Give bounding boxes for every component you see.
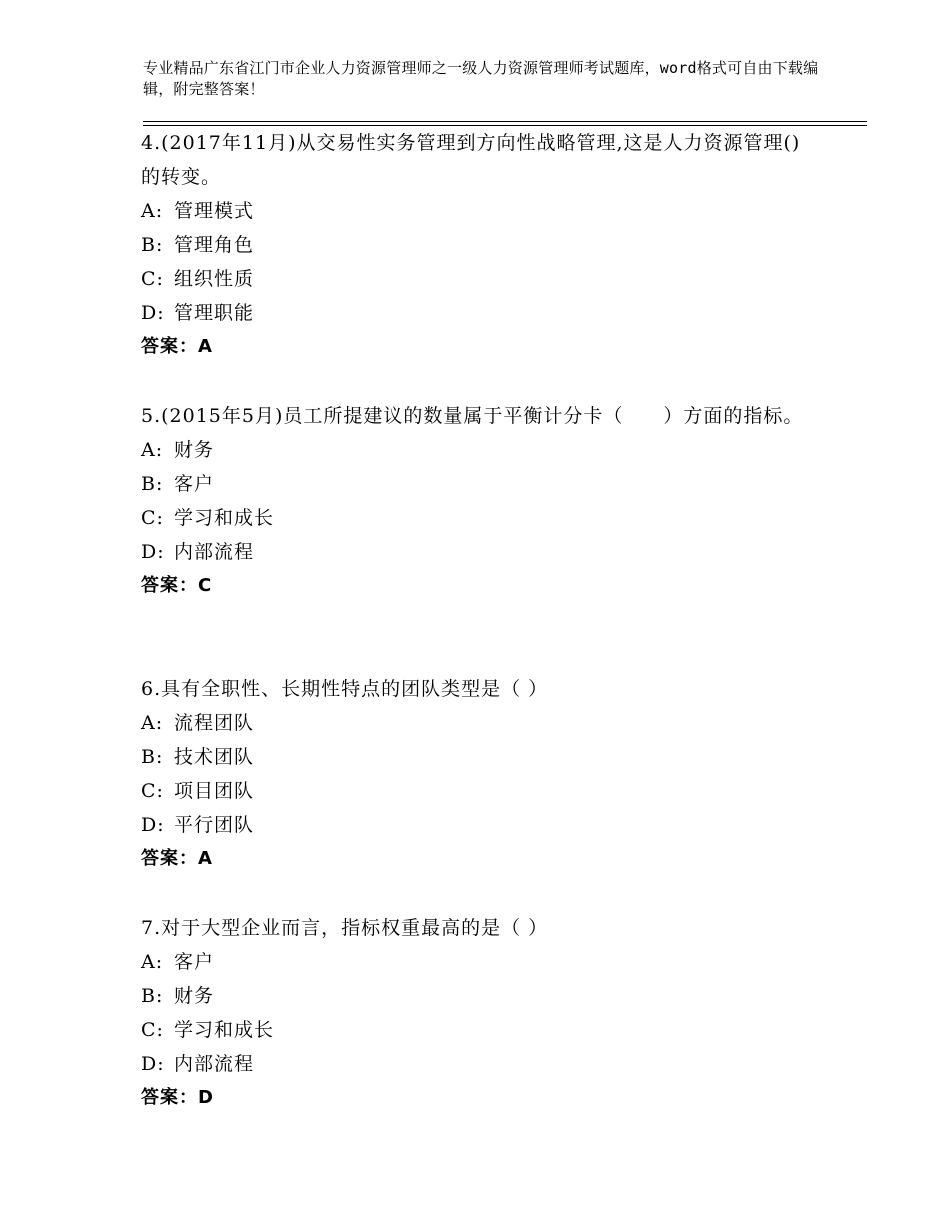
option-c (141, 501, 841, 535)
option-b (141, 228, 841, 262)
option-letter: A: (141, 200, 164, 222)
option-text: 财务 (174, 985, 215, 1007)
option-a (141, 706, 841, 740)
option-text: 流程团队 (174, 712, 255, 734)
option-text: 客户 (174, 473, 215, 495)
option-text: 平行团队 (174, 814, 255, 836)
option-letter: C: (141, 507, 164, 529)
option-a (141, 945, 841, 979)
option-letter: C: (141, 268, 164, 290)
option-b (141, 467, 841, 501)
option-c (141, 1013, 841, 1047)
option-text: 项目团队 (174, 780, 255, 802)
option-letter: D: (141, 1053, 165, 1075)
option-text: 财务 (174, 439, 215, 461)
option-letter: D: (141, 814, 165, 836)
option-letter: B: (141, 234, 164, 256)
question-stem: 5.(2015年5月)员工所提建议的数量属于平衡计分卡（ ）方面的指标。 (141, 405, 804, 427)
option-letter: C: (141, 1019, 164, 1041)
question-5 (141, 399, 841, 603)
question-stem: 4.(2017年11月)从交易性实务管理到方向性战略管理,这是人力资源管理()的转变。 (141, 132, 801, 188)
option-letter: D: (141, 541, 165, 563)
option-letter: D: (141, 302, 165, 324)
option-text: 管理角色 (174, 234, 255, 256)
option-text: 客户 (174, 951, 215, 973)
option-d (141, 1047, 841, 1081)
answer-line: 答案：A (141, 848, 213, 869)
option-letter: B: (141, 473, 164, 495)
question-stem: 7.对于大型企业而言，指标权重最高的是（ ） (141, 917, 549, 939)
question-7 (141, 911, 841, 1115)
option-b (141, 740, 841, 774)
option-text: 管理模式 (174, 200, 255, 222)
option-letter: A: (141, 951, 164, 973)
option-letter: A: (141, 439, 164, 461)
option-text: 学习和成长 (174, 1019, 275, 1041)
option-d (141, 296, 841, 330)
option-b (141, 979, 841, 1013)
answer-line: 答案：A (141, 336, 213, 357)
option-text: 学习和成长 (174, 507, 275, 529)
question-stem: 6.具有全职性、长期性特点的团队类型是（ ） (141, 678, 549, 700)
answer-line: 答案：C (141, 575, 213, 596)
option-text: 内部流程 (174, 1053, 255, 1075)
answer-line: 答案：D (141, 1087, 214, 1108)
option-letter: B: (141, 985, 164, 1007)
option-c (141, 774, 841, 808)
option-d (141, 535, 841, 569)
option-letter: B: (141, 746, 164, 768)
option-letter: A: (141, 712, 164, 734)
option-text: 组织性质 (174, 268, 255, 290)
option-text: 技术团队 (174, 746, 255, 768)
option-c (141, 262, 841, 296)
document-header: 专业精品广东省江门市企业人力资源管理师之一级人力资源管理师考试题库，word格式可自由下载编辑，附完整答案！ (143, 59, 819, 98)
option-a (141, 194, 841, 228)
question-6 (141, 672, 841, 876)
option-text: 管理职能 (174, 302, 255, 324)
question-4 (141, 126, 841, 364)
option-letter: C: (141, 780, 164, 802)
option-d (141, 808, 841, 842)
option-a (141, 433, 841, 467)
option-text: 内部流程 (174, 541, 255, 563)
